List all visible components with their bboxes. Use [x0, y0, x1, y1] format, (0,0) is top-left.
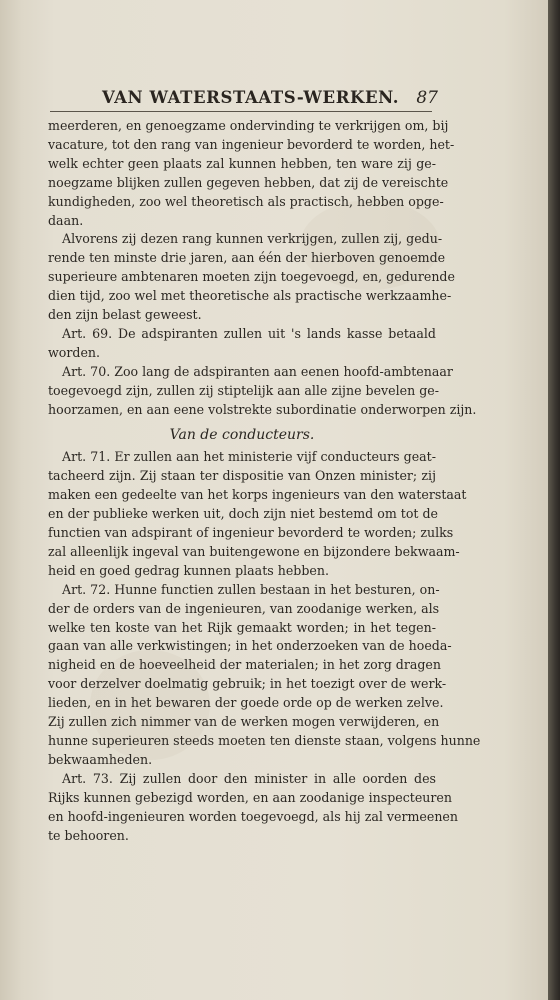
text-line: heid en goed gedrag kunnen plaats hebben.: [48, 562, 329, 578]
running-head: VAN WATERSTAATS-WERKEN.: [102, 88, 400, 107]
text-line: te behooren.: [48, 827, 129, 843]
text-line: welk echter geen plaats zal kunnen hebben, ten ware zij ge-: [48, 155, 436, 171]
text-line: Art. 73. Zij zullen door den minister in alle oorden des: [62, 770, 436, 786]
text-line: Art. 69. De adspiranten zullen uit 's lands kasse betaald: [62, 325, 436, 341]
page-header: [52, 86, 438, 114]
text-line: superieure ambtenaren moeten zijn toegevoegd, en, gedurende: [48, 269, 455, 285]
body-text: [48, 117, 481, 845]
header-rule: [50, 111, 432, 112]
text-line: bekwaamheden.: [48, 751, 153, 767]
text-line: kundigheden, zoo wel theoretisch als practisch, hebben opge-: [48, 193, 444, 209]
text-line: voor derzelver doelmatig gebruik; in het toezigt over de werk-: [48, 676, 447, 692]
text-line: en hoofd-ingenieuren worden toegevoegd, als hij zal vermeenen: [48, 808, 458, 824]
text-line: den zijn belast geweest.: [48, 307, 202, 323]
text-line: Art. 72. Hunne functien zullen bestaan in het besturen, on-: [62, 581, 440, 597]
text-line: Alvorens zij dezen rang kunnen verkrijgen, zullen zij, gedu-: [62, 231, 443, 247]
text-line: worden.: [48, 344, 101, 360]
text-line: gaan van alle verkwistingen; in het onderzoeken van de hoeda-: [48, 638, 452, 654]
text-line: dien tijd, zoo wel met theoretische als practische werkzaamhe-: [48, 288, 452, 304]
page-edge: [548, 0, 560, 1000]
text-line: welke ten koste van het Rijk gemaakt worden; in het tegen-: [48, 619, 436, 635]
page-number: 87: [416, 88, 438, 108]
text-line: Art. 71. Er zullen aan het ministerie vijf conducteurs geat-: [62, 449, 436, 465]
text-line: rende ten minste drie jaren, aan één der hierboven genoemde: [48, 250, 446, 266]
text-line: daan.: [48, 212, 84, 228]
text-line: nigheid en de hoeveelheid der materialen; in het zorg dragen: [48, 657, 441, 673]
text-line: der de orders van de ingenieuren, van zoodanige werken, als: [48, 600, 440, 616]
text-line: Rijks kunnen gebezigd worden, en aan zoodanige inspecteuren: [48, 789, 452, 805]
text-line: hunne superieuren steeds moeten ten dienste staan, volgens hunne: [48, 733, 481, 748]
section-heading: Van de conducteurs.: [169, 426, 315, 443]
text-line: lieden, en in het bewaren der goede orde op de werken zelve.: [48, 695, 444, 711]
text-line: Zij zullen zich nimmer van de werken mogen verwijderen, en: [48, 714, 440, 730]
text-line: toegevoegd zijn, zullen zij stiptelijk aan alle zijne bevelen ge-: [48, 382, 439, 398]
text-line: noegzame blijken zullen gegeven hebben, dat zij de vereischte: [48, 174, 449, 190]
text-line: en der publieke werken uit, doch zijn niet bestemd om tot de: [48, 506, 438, 522]
text-line: tacheerd zijn. Zij staan ter dispositie van Onzen minister; zij: [48, 468, 436, 484]
text-line: functien van adspirant of ingenieur bevorderd te worden; zulks: [48, 525, 454, 541]
text-line: meerderen, en genoegzame ondervinding te verkrijgen om, bij: [48, 118, 449, 133]
text-line: Art. 70. Zoo lang de adspiranten aan eenen hoofd-ambtenaar: [62, 363, 453, 379]
text-line: zal alleenlijk ingeval van buitengewone en bijzondere bekwaam-: [48, 543, 460, 559]
text-line: maken een gedeelte van het korps ingenieurs van den waterstaat: [48, 487, 467, 503]
text-line: hoorzamen, en aan eene volstrekte subordinatie onderworpen zijn.: [48, 401, 477, 417]
text-line: vacature, tot den rang van ingenieur bevorderd te worden, het-: [48, 136, 455, 152]
